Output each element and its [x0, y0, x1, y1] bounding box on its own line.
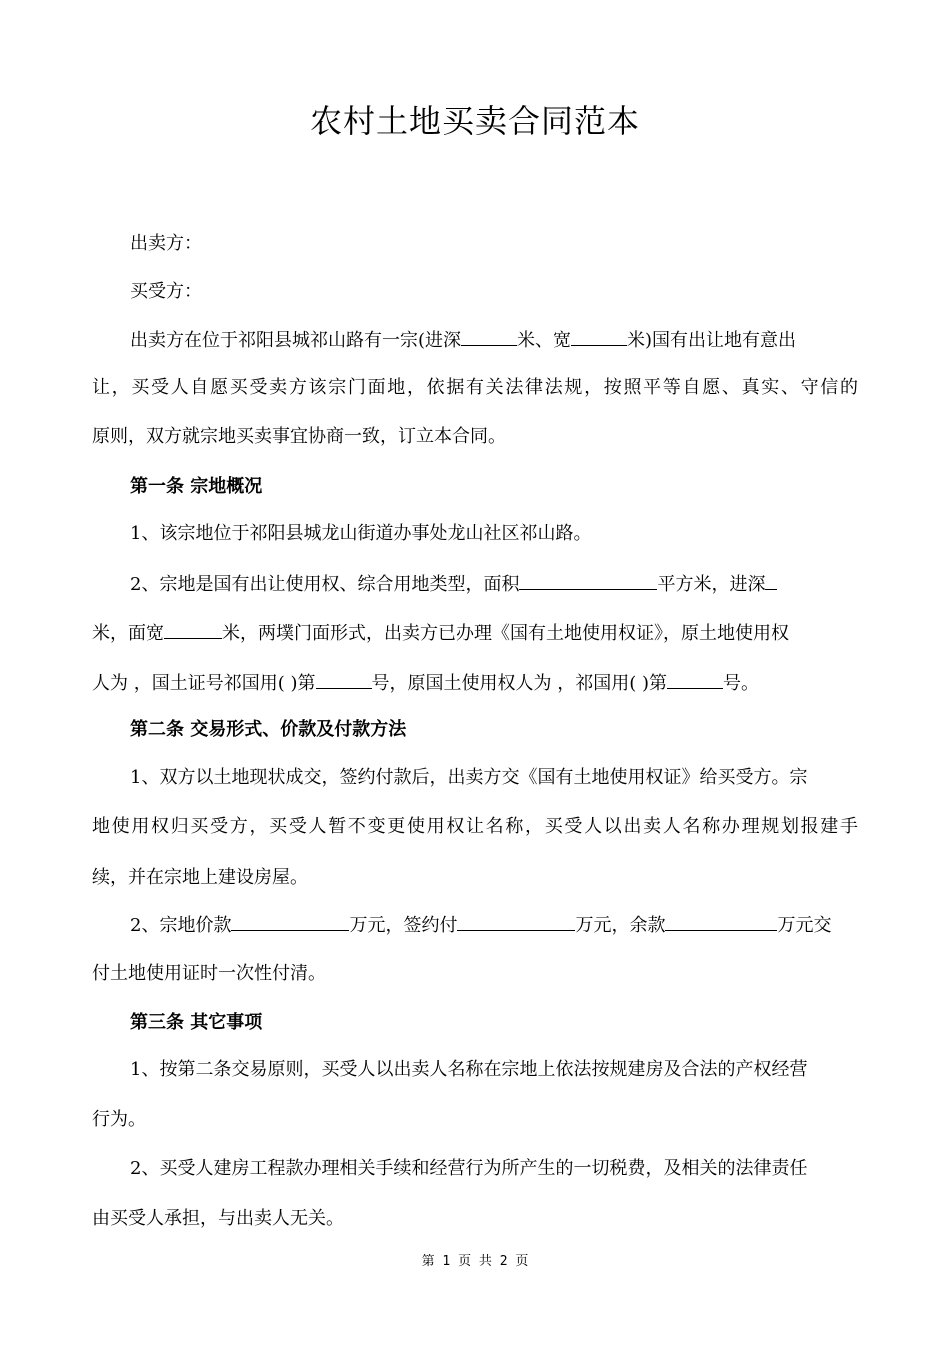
orig-cert-no-blank [667, 670, 723, 689]
article2-heading: 第二条 交易形式、价款及付款方法 [130, 719, 407, 740]
article1-text: 平方米，进深 [657, 574, 766, 595]
article1-p1: 1、该宗地位于祁阳县城龙山街道办事处龙山社区祁山路。 [130, 523, 592, 544]
article3-p1-line1: 1、按第二条交易原则，买受人以出卖人名称在宗地上依法按规建房及合法的产权经营 [130, 1059, 808, 1080]
article1-text: 号。 [723, 673, 759, 694]
article1-text: 2、宗地是国有出让使用权、综合用地类型，面积 [130, 574, 520, 595]
balance-blank [665, 912, 777, 931]
article2-text: 万元，签约付 [349, 915, 458, 936]
article2-text: 万元，余款 [575, 915, 666, 936]
article2-text: 2、宗地价款 [130, 915, 232, 936]
buyer-label: 买受方： [130, 281, 202, 302]
article3-heading: 第三条 其它事项 [130, 1012, 263, 1033]
document-title: 农村土地买卖合同范本 [309, 102, 640, 140]
article2-p2-line1 [130, 912, 831, 938]
article2-p2-line2: 付土地使用证时一次性付清。 [92, 963, 326, 984]
area-blank [519, 571, 657, 590]
seller-label: 出卖方： [130, 233, 202, 254]
intro-text: 米、宽 [517, 330, 572, 351]
depth-blank [461, 327, 517, 346]
depth-blank [765, 571, 777, 590]
article3-p1-line2: 行为。 [92, 1109, 146, 1130]
deposit-blank [457, 912, 575, 931]
width-blank [571, 327, 627, 346]
intro-line-2: 让，买受人自愿买受卖方该宗门面地，依据有关法律法规，按照平等自愿、真实、守信的 [92, 377, 858, 398]
frontage-blank [164, 620, 222, 639]
article1-text: 人为 ，国土证号祁国用( )第 [92, 673, 316, 694]
intro-text: 米)国有出让地有意出 [627, 330, 797, 351]
article1-heading: 第一条 宗地概况 [130, 476, 263, 497]
price-blank [231, 912, 349, 931]
article1-text: 号，原国土使用权人为 ，祁国用( )第 [371, 673, 667, 694]
intro-line-3: 原则，双方就宗地买卖事宜协商一致，订立本合同。 [92, 426, 506, 447]
article1-text: 米，面宽 [92, 623, 164, 644]
article3-p2-line2: 由买受人承担，与出卖人无关。 [92, 1208, 344, 1229]
intro-text: 出卖方在位于祁阳县城祁山路有一宗(进深 [130, 330, 462, 351]
article2-p1-line2: 地使用权归买受方，买受人暂不变更使用权让名称，买受人以出卖人名称办理规划报建手 [92, 816, 858, 837]
article2-text: 万元交 [777, 915, 832, 936]
intro-line-1 [130, 327, 796, 353]
article1-text: 米，两墣门面形式，出卖方已办理《国有土地使用权证》，原土地使用权 [222, 623, 789, 644]
article2-p1-line1: 1、双方以土地现状成交，签约付款后，出卖方交《国有土地使用权证》给买受方。宗 [130, 767, 808, 788]
article1-p2-line1 [130, 571, 777, 597]
article1-p2-line3 [92, 670, 759, 696]
page-footer: 第 1 页 共 2 页 [421, 1254, 529, 1269]
article1-p2-line2 [92, 620, 789, 646]
article3-p2-line1: 2、买受人建房工程款办理相关手续和经营行为所产生的一切税费，及相关的法律责任 [130, 1158, 808, 1179]
article2-p1-line3: 续，并在宗地上建设房屋。 [92, 867, 308, 888]
cert-no-blank [316, 670, 372, 689]
